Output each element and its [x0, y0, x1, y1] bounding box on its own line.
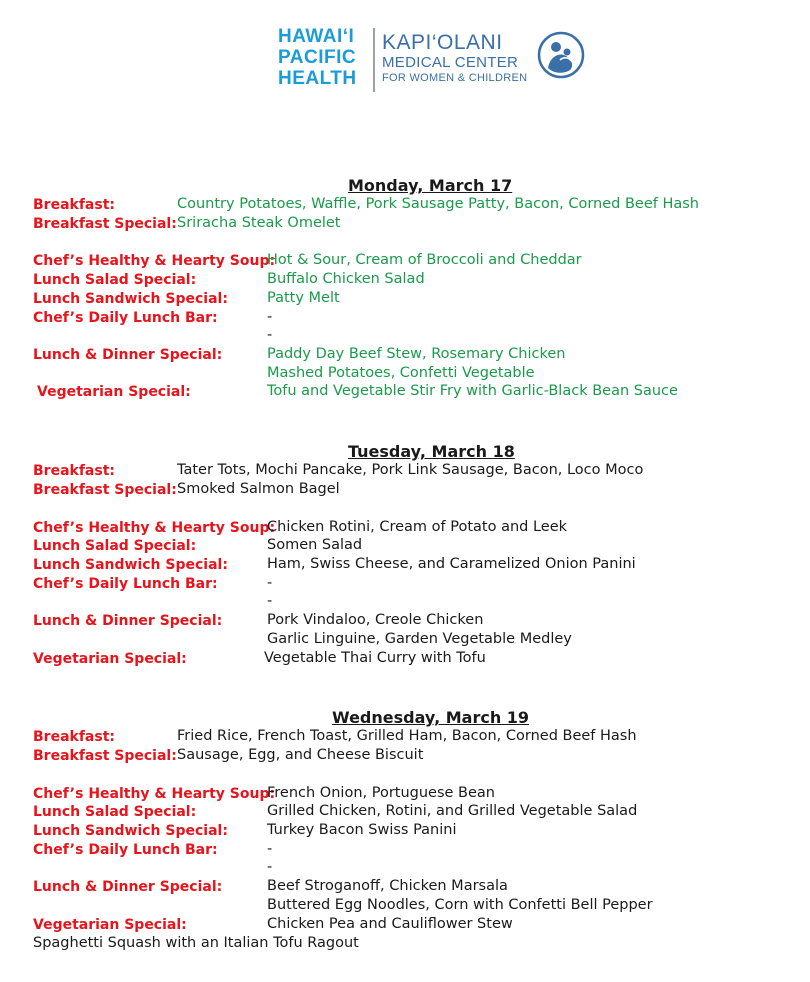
lunch-bar-label: Chef’s Daily Lunch Bar: [33, 310, 218, 326]
salad-value: Buffalo Chicken Salad [267, 271, 425, 287]
lunch-bar-value: - [267, 575, 273, 591]
vegetarian-value: Chicken Pea and Cauliflower Stew [267, 916, 513, 932]
logo [278, 26, 598, 96]
mother-child-emblem-icon [536, 30, 586, 80]
lunch-dinner-label: Lunch & Dinner Special: [33, 613, 223, 629]
sandwich-value: Turkey Bacon Swiss Panini [267, 822, 457, 838]
day-title-tuesday: Tuesday, March 18 [348, 442, 515, 461]
salad-label: Lunch Salad Special: [33, 538, 197, 554]
breakfast-label: Breakfast: [33, 463, 115, 479]
lunch-dinner-value: Mashed Potatoes, Confetti Vegetable [267, 365, 535, 381]
salad-label: Lunch Salad Special: [33, 804, 197, 820]
breakfast-special-value: Sriracha Steak Omelet [177, 215, 341, 231]
day-title-monday: Monday, March 17 [348, 176, 513, 195]
day-title-wednesday: Wednesday, March 19 [332, 708, 530, 727]
brand-right-line1: KAPI‘OLANI [382, 31, 503, 54]
lunch-dinner-value: Beef Stroganoff, Chicken Marsala [267, 878, 508, 894]
breakfast-special-label: Breakfast Special: [33, 216, 177, 232]
lunch-dinner-label: Lunch & Dinner Special: [33, 347, 223, 363]
breakfast-special-value: Smoked Salmon Bagel [177, 481, 340, 497]
lunch-dinner-value: Pork Vindaloo, Creole Chicken [267, 612, 484, 628]
sandwich-value: Ham, Swiss Cheese, and Caramelized Onion Panini [267, 556, 636, 572]
lunch-bar-value: - [267, 327, 273, 343]
lunch-bar-label: Chef’s Daily Lunch Bar: [33, 576, 218, 592]
salad-value: Somen Salad [267, 537, 363, 553]
vegetarian-extra-value: Spaghetti Squash with an Italian Tofu Ragout [33, 935, 359, 951]
soup-label: Chef’s Healthy & Hearty Soup: [33, 786, 276, 802]
soup-label: Chef’s Healthy & Hearty Soup: [33, 520, 276, 536]
lunch-dinner-label: Lunch & Dinner Special: [33, 879, 223, 895]
vegetarian-label: Vegetarian Special: [33, 917, 187, 933]
brand-left-line: PACIFIC [278, 47, 357, 68]
sandwich-label: Lunch Sandwich Special: [33, 557, 228, 573]
soup-label: Chef’s Healthy & Hearty Soup: [33, 253, 276, 269]
lunch-dinner-value: Paddy Day Beef Stew, Rosemary Chicken [267, 346, 566, 362]
soup-value: Chicken Rotini, Cream of Potato and Leek [267, 519, 568, 535]
soup-value: French Onion, Portuguese Bean [267, 785, 495, 801]
lunch-dinner-value: Garlic Linguine, Garden Vegetable Medley [267, 631, 572, 647]
sandwich-value: Patty Melt [267, 290, 340, 306]
breakfast-special-value: Sausage, Egg, and Cheese Biscuit [177, 747, 424, 763]
logo-divider [373, 28, 375, 92]
breakfast-value: Fried Rice, French Toast, Grilled Ham, Bacon, Corned Beef Hash [177, 728, 637, 744]
brand-right-line2: MEDICAL CENTER [382, 54, 519, 71]
lunch-bar-value: - [267, 309, 273, 325]
brand-left-line: HAWAI‘I [278, 26, 355, 47]
brand-left-line: HEALTH [278, 68, 357, 89]
vegetarian-value: Tofu and Vegetable Stir Fry with Garlic-Black Bean Sauce [267, 383, 678, 399]
breakfast-special-label: Breakfast Special: [33, 482, 177, 498]
sandwich-label: Lunch Sandwich Special: [33, 823, 228, 839]
vegetarian-label: Vegetarian Special: [33, 651, 187, 667]
lunch-dinner-value: Buttered Egg Noodles, Corn with Confetti Bell Pepper [267, 897, 653, 913]
vegetarian-label: Vegetarian Special: [37, 384, 191, 400]
brand-right-line3: FOR WOMEN & CHILDREN [382, 72, 528, 84]
breakfast-value: Country Potatoes, Waffle, Pork Sausage Patty, Bacon, Corned Beef Hash [177, 196, 699, 212]
salad-value: Grilled Chicken, Rotini, and Grilled Vegetable Salad [267, 803, 638, 819]
breakfast-value: Tater Tots, Mochi Pancake, Pork Link Sausage, Bacon, Loco Moco [177, 462, 644, 478]
breakfast-label: Breakfast: [33, 729, 115, 745]
lunch-bar-value: - [267, 841, 273, 857]
hawaii-pacific-health-logo [278, 26, 368, 89]
kapiolani-logo [382, 32, 527, 85]
lunch-bar-value: - [267, 859, 273, 875]
sandwich-label: Lunch Sandwich Special: [33, 291, 228, 307]
salad-label: Lunch Salad Special: [33, 272, 197, 288]
breakfast-label: Breakfast: [33, 197, 115, 213]
soup-value: Hot & Sour, Cream of Broccoli and Cheddar [267, 252, 582, 268]
lunch-bar-value: - [267, 593, 273, 609]
lunch-bar-label: Chef’s Daily Lunch Bar: [33, 842, 218, 858]
vegetarian-value: Vegetable Thai Curry with Tofu [264, 650, 486, 666]
breakfast-special-label: Breakfast Special: [33, 748, 177, 764]
